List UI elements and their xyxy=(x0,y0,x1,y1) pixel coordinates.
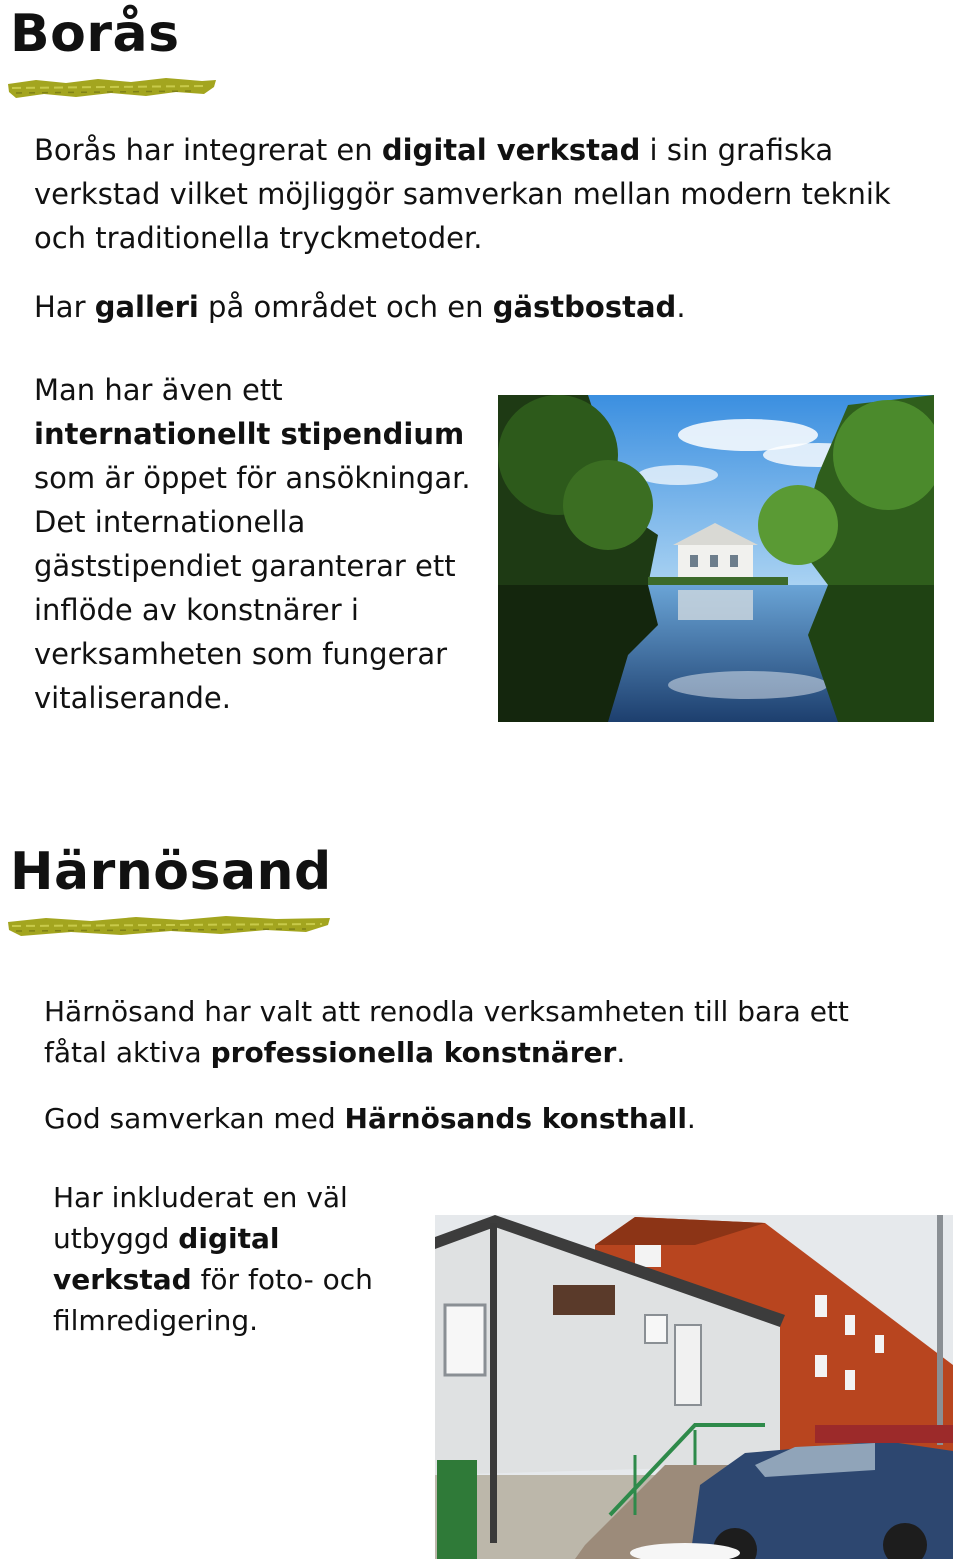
harnosand-paragraph-2: God samverkan med Härnösands konsthall. xyxy=(44,1102,696,1135)
harnosand-paragraph-3: Har inkluderat en väl utbyggd digital verkstad för foto- och filmredigering. xyxy=(53,1181,373,1337)
harnosand-paragraph-1: Härnösand har valt att renodla verksamheten till bara ett fåtal aktiva professionella konstnärer. xyxy=(44,995,849,1069)
brush-underline xyxy=(6,74,218,104)
boras-paragraph-1: Borås har integrerat en digital verkstad i sin grafiska verkstad vilket möjliggör samverkan mellan modern teknik och traditionella tryckmetoder. xyxy=(34,133,891,255)
heading-harnosand: Härnösand xyxy=(10,842,332,902)
heading-boras: Borås xyxy=(10,4,180,64)
workshop-building-photo xyxy=(435,1215,953,1559)
brush-underline xyxy=(6,912,332,942)
boras-paragraph-3: Man har även ett internationellt stipendium som är öppet för ansökningar. Det internationella gäststipendiet garanterar ett inflöde av konstnärer i verksamheten som fungerar vitaliserande. xyxy=(34,373,471,715)
boras-paragraph-2: Har galleri på området och en gästbostad. xyxy=(34,290,686,324)
lake-house-photo xyxy=(498,395,934,722)
